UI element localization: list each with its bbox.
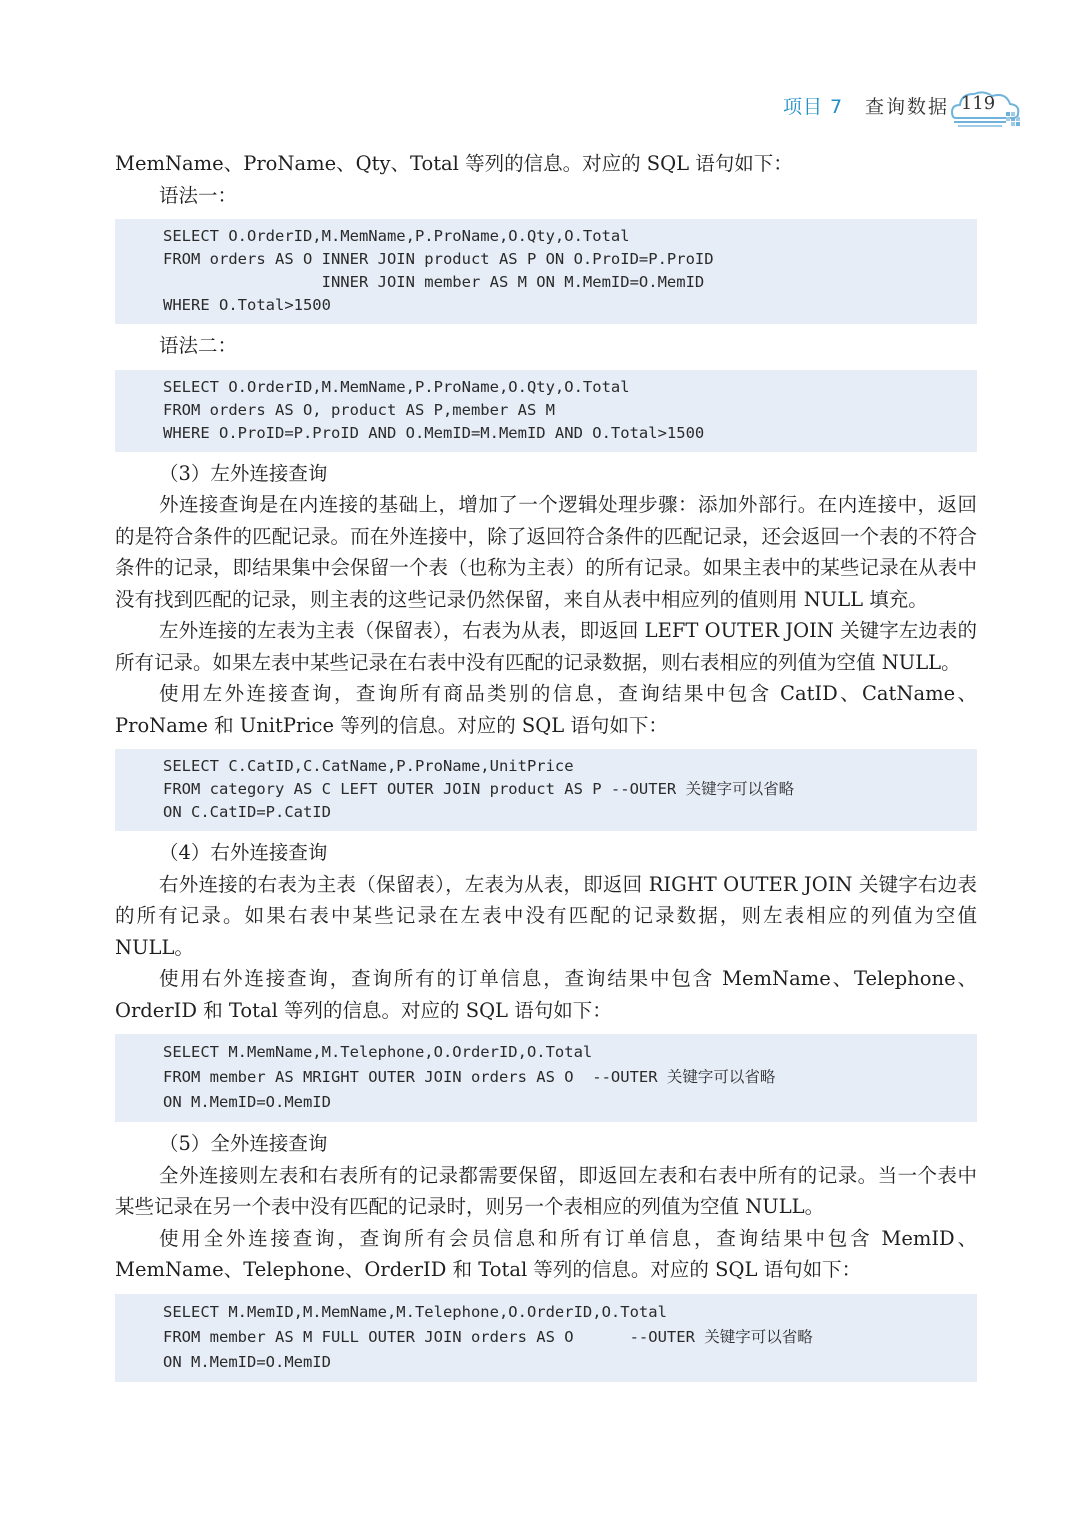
code-block: SELECT M.MemName,M.Telephone,O.OrderID,O.Total FROM member AS MRIGHT OUTER JOIN orders AS O --OUTER 关键字可以省略 ON M.MemID=O.MemID <box>115 1034 977 1122</box>
chapter-title: 查询数据 <box>865 96 950 118</box>
syntax-label: 语法一： <box>159 183 238 207</box>
page-header <box>0 88 1088 132</box>
paragraph: 左外连接的左表为主表（保留表），右表为从表，即返回 LEFT OUTER JOIN 关键字左边表的所有记录。如果左表中某些记录在右表中没有匹配的记录数据，则右表相应的列值为空值 NULL。 <box>115 619 977 674</box>
section-heading: （3）左外连接查询 <box>159 461 328 485</box>
syntax-label: 语法二： <box>159 334 238 357</box>
code-block: SELECT M.MemID,M.MemName,M.Telephone,O.OrderID,O.Total FROM member AS M FULL OUTER JOIN orders AS O --OUTER 关键字可以省略 ON M.MemID=O.MemID <box>115 1294 977 1382</box>
paragraph: 使用全外连接查询，查询所有会员信息和所有订单信息，查询结果中包含 MemID、MemName、Telephone、OrderID 和 Total 等列的信息。对应的 SQL 语句如下： <box>115 1226 977 1281</box>
page-number: 119 <box>960 93 996 114</box>
project-label: 项目 7 <box>783 96 844 118</box>
section-heading: （4）右外连接查询 <box>159 841 328 864</box>
paragraph: MemName、ProName、Qty、Total 等列的信息。对应的 SQL 语句如下： <box>115 152 793 175</box>
section-heading: （5）全外连接查询 <box>159 1132 328 1155</box>
paragraph: 使用右外连接查询，查询所有的订单信息，查询结果中包含 MemName、Telephone、OrderID 和 Total 等列的信息。对应的 SQL 语句如下： <box>115 967 977 1022</box>
code-block: SELECT O.OrderID,M.MemName,P.ProName,O.Qty,O.Total FROM orders AS O INNER JOIN product AS P ON O.ProID=P.ProID INNER JOIN member AS M ON M.MemID=O.MemID WHERE O.Total>1500 <box>115 219 977 324</box>
paragraph: 全外连接则左表和右表所有的记录都需要保留，即返回左表和右表中所有的记录。当一个表中某些记录在另一个表中没有匹配的记录时，则另一个表相应的列值为空值 NULL。 <box>115 1163 977 1218</box>
page-body <box>115 148 977 1388</box>
code-block: SELECT O.OrderID,M.MemName,P.ProName,O.Qty,O.Total FROM orders AS O, product AS P,member AS M WHERE O.ProID=P.ProID AND O.MemID=M.MemID AND O.Total>1500 <box>115 370 977 452</box>
paragraph: 外连接查询是在内连接的基础上，增加了一个逻辑处理步骤：添加外部行。在内连接中，返回的是符合条件的匹配记录。而在外连接中，除了返回符合条件的匹配记录，还会返回一个表的不符合条件的记录，即结果集中会保留一个表（也称为主表）的所有记录。如果主表中的某些记录在从表中没有找到匹配的记录，则主表的这些记录仍然保留，来自从表中相应列的值则用 NULL 填充。 <box>115 493 977 611</box>
paragraph: 右外连接的右表为主表（保留表），左表为从表，即返回 RIGHT OUTER JOIN 关键字右边表的所有记录。如果右表中某些记录在左表中没有匹配的记录数据，则左表相应的列值为空值 NULL。 <box>115 872 977 959</box>
code-block: SELECT C.CatID,C.CatName,P.ProName,UnitPrice FROM category AS C LEFT OUTER JOIN product AS P --OUTER 关键字可以省略 ON C.CatID=P.CatID <box>115 749 977 831</box>
paragraph: 使用左外连接查询，查询所有商品类别的信息，查询结果中包含 CatID、CatName、ProName 和 UnitPrice 等列的信息。对应的 SQL 语句如下： <box>115 682 977 737</box>
